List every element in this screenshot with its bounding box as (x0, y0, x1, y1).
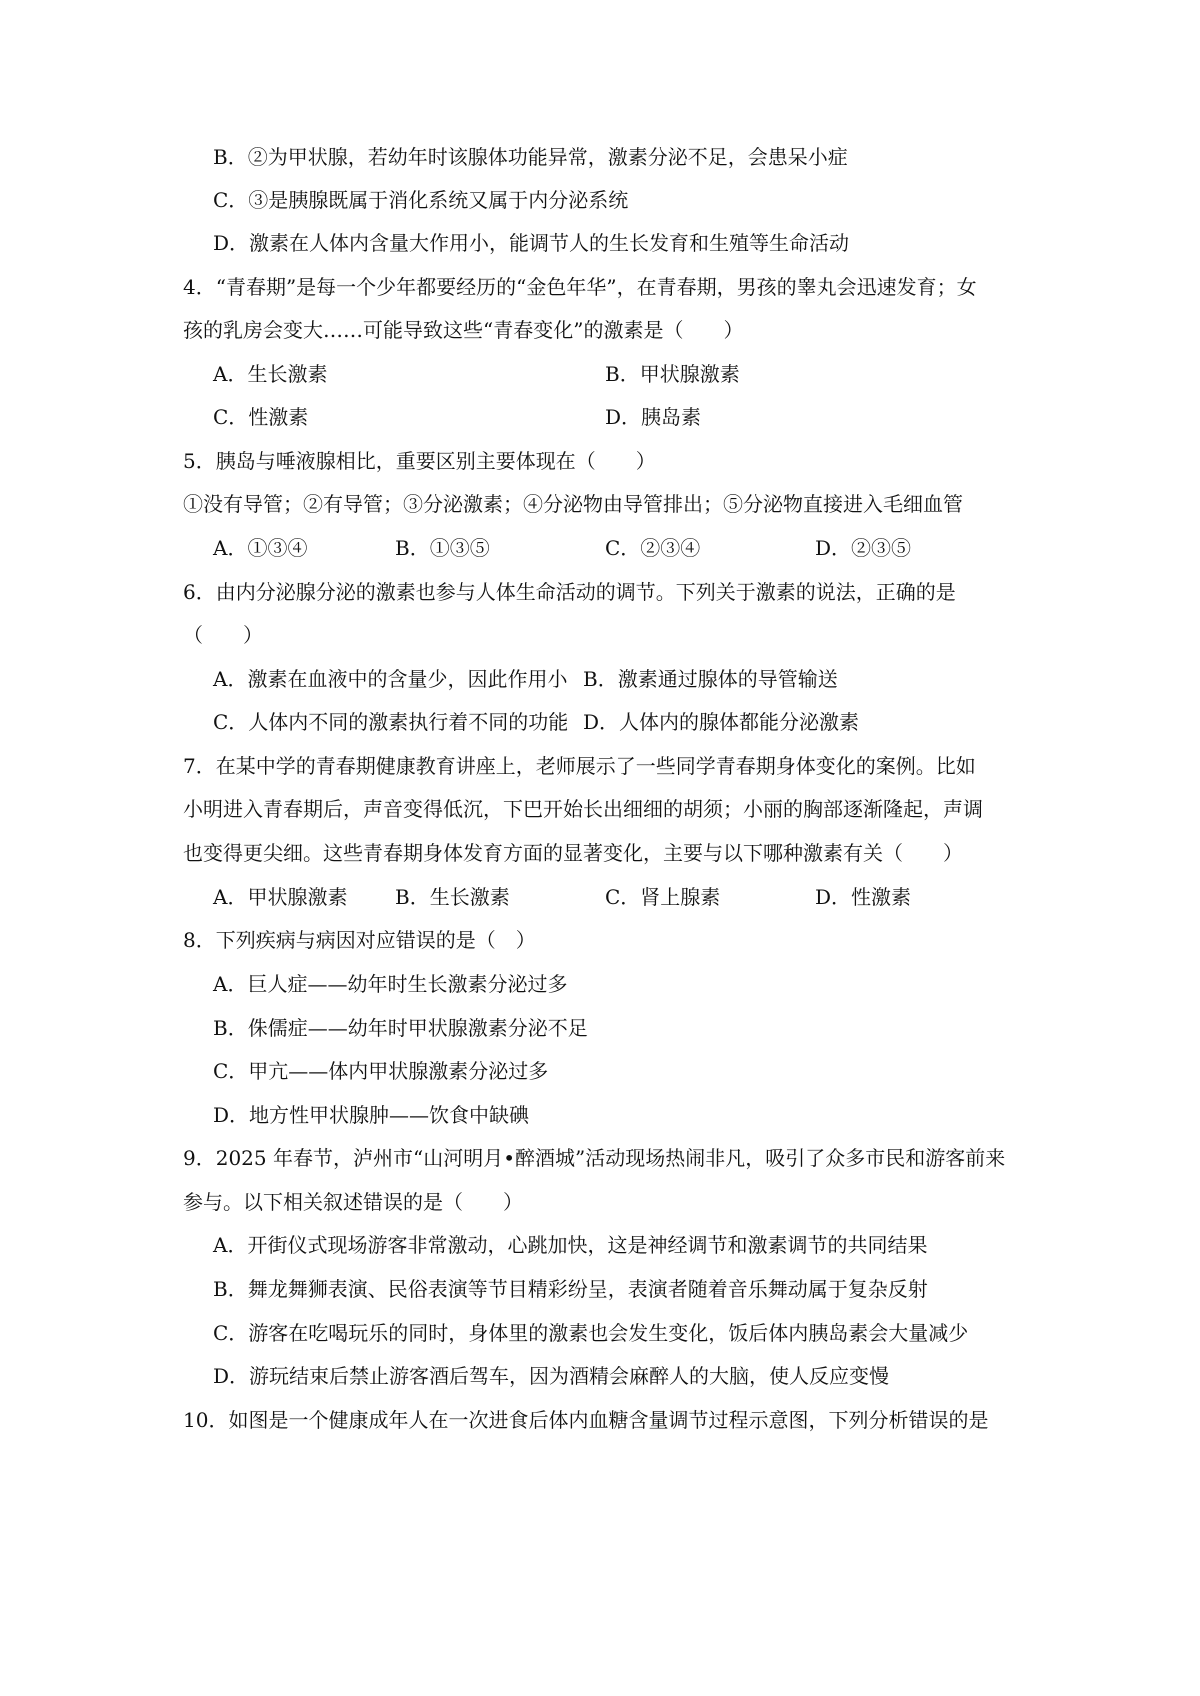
q5-items: ①没有导管；②有导管；③分泌激素；④分泌物由导管排出；⑤分泌物直接进入毛细血管 (183, 492, 963, 516)
q4-option-b: B．甲状腺激素 (605, 362, 740, 386)
q4-stem-line-1: 4．“青春期”是每一个少年都要经历的“金色年华”，在青春期，男孩的睾丸会迅速发育；女 (183, 275, 977, 299)
q5-option-b: B．①③⑤ (395, 536, 490, 560)
q6-option-b: B．激素通过腺体的导管输送 (583, 667, 838, 691)
q9-stem-line-1: 9．2025 年春节，泸州市“山河明月•醉酒城”活动现场热闹非凡，吸引了众多市民和游客前来 (183, 1146, 1006, 1170)
q9-option-d: D．游玩结束后禁止游客酒后驾车，因为酒精会麻醉人的大脑，使人反应变慢 (213, 1364, 890, 1388)
q5-stem: 5．胰岛与唾液腺相比，重要区别主要体现在（ ） (183, 449, 656, 473)
q10-stem-line-1: 10．如图是一个健康成年人在一次进食后体内血糖含量调节过程示意图，下列分析错误的是 (183, 1408, 989, 1432)
q8-stem: 8．下列疾病与病因对应错误的是（ ） (183, 928, 536, 952)
q5-option-a: A．①③④ (213, 536, 308, 560)
q8-option-d: D．地方性甲状腺肿——饮食中缺碘 (213, 1103, 530, 1127)
q7-stem-line-1: 7．在某中学的青春期健康教育讲座上，老师展示了一些同学青春期身体变化的案例。比如 (183, 754, 976, 778)
q6-option-c: C．人体内不同的激素执行着不同的功能 (213, 710, 569, 734)
q4-stem-line-2: 孩的乳房会变大……可能导致这些“青春变化”的激素是（ ） (183, 318, 744, 342)
q3-option-b: B．②为甲状腺，若幼年时该腺体功能异常，激素分泌不足，会患呆小症 (213, 145, 848, 169)
q6-stem-line-2: （ ） (183, 623, 263, 647)
q3-option-c: C．③是胰腺既属于消化系统又属于内分泌系统 (213, 188, 629, 212)
q6-stem-line-1: 6．由内分泌腺分泌的激素也参与人体生命活动的调节。下列关于激素的说法，正确的是 (183, 580, 956, 604)
q6-option-a: A．激素在血液中的含量少，因此作用小 (213, 667, 568, 691)
q8-option-c: C．甲亢——体内甲状腺激素分泌过多 (213, 1059, 549, 1083)
q4-option-c: C．性激素 (213, 405, 309, 429)
q4-option-d: D．胰岛素 (605, 405, 702, 429)
q9-option-b: B．舞龙舞狮表演、民俗表演等节目精彩纷呈，表演者随着音乐舞动属于复杂反射 (213, 1277, 928, 1301)
q9-option-a: A．开街仪式现场游客非常激动，心跳加快，这是神经调节和激素调节的共同结果 (213, 1233, 928, 1257)
q9-stem-line-2: 参与。以下相关叙述错误的是（ ） (183, 1190, 523, 1214)
q7-option-c: C．肾上腺素 (605, 885, 721, 909)
q6-option-d: D．人体内的腺体都能分泌激素 (583, 710, 860, 734)
q5-option-d: D．②③⑤ (815, 536, 912, 560)
q7-option-a: A．甲状腺激素 (213, 885, 348, 909)
q5-option-c: C．②③④ (605, 536, 701, 560)
q9-option-c: C．游客在吃喝玩乐的同时，身体里的激素也会发生变化，饭后体内胰岛素会大量减少 (213, 1321, 969, 1345)
q4-option-a: A．生长激素 (213, 362, 328, 386)
q8-option-a: A．巨人症——幼年时生长激素分泌过多 (213, 972, 568, 996)
q3-option-d: D．激素在人体内含量大作用小，能调节人的生长发育和生殖等生命活动 (213, 231, 850, 255)
q7-stem-line-3: 也变得更尖细。这些青春期身体发育方面的显著变化，主要与以下哪种激素有关（ ） (183, 841, 963, 865)
q7-option-b: B．生长激素 (395, 885, 510, 909)
q8-option-b: B．侏儒症——幼年时甲状腺激素分泌不足 (213, 1016, 588, 1040)
q7-stem-line-2: 小明进入青春期后，声音变得低沉，下巴开始长出细细的胡须；小丽的胸部逐渐隆起，声调 (183, 797, 983, 821)
q7-option-d: D．性激素 (815, 885, 912, 909)
